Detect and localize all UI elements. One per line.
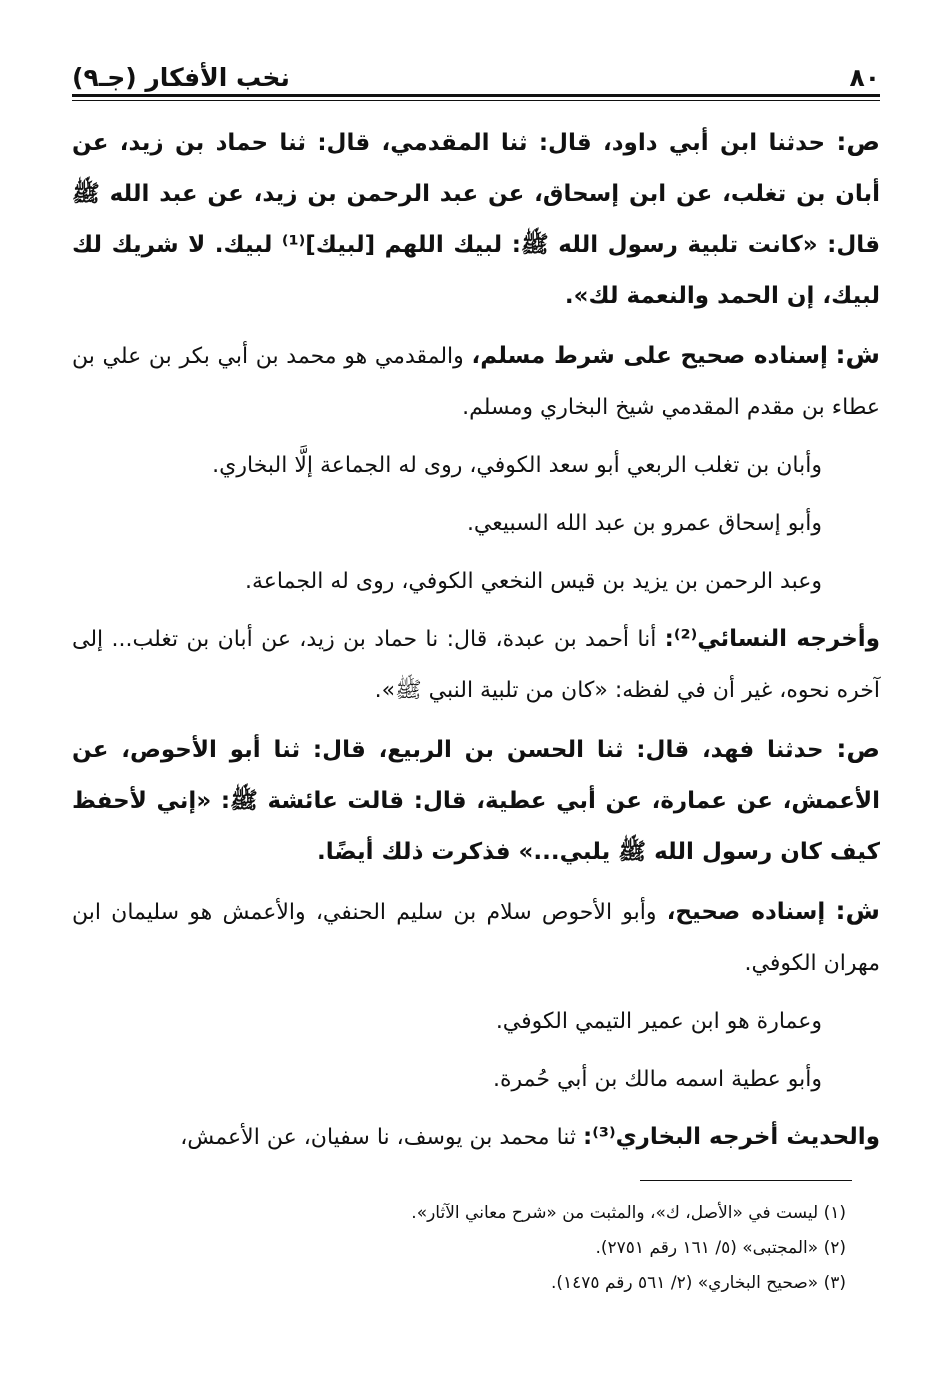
footnotes — [72, 1196, 846, 1301]
narrator-note-umara: وعمارة هو ابن عمير التيمي الكوفي. — [495, 1009, 822, 1034]
running-header — [72, 52, 880, 92]
narrator-note-abd-al-rahman: وعبد الرحمن بن يزيد بن قيس النخعي الكوفي، روى له الجماعة. — [245, 569, 822, 594]
footnote-separator — [640, 1180, 852, 1181]
paragraph-sad-1 — [72, 116, 880, 322]
main-text — [72, 116, 880, 1170]
paragraph-shin-2 — [72, 885, 880, 989]
paragraph-text: حدثنا فهد، قال: ثنا الحسن بن الربيع، قال: ثنا أبو الأحوص، عن الأعمش، عن عمارة، عن أبي عطية، قال: قالت عائشة ﷺ: «إني لأحفظ كيف كان رسول الله ﷺ يلبي...» فذكرت ذلك أيضًا. — [72, 737, 880, 865]
paragraph-marker: ش: — [835, 340, 880, 369]
narrator-note-aban: وأبان بن تغلب الربعي أبو سعد الكوفي، روى له الجماعة إلَّا البخاري. — [212, 453, 822, 478]
paragraph-marker: ش: — [835, 896, 881, 925]
paragraph-bukhari — [72, 1112, 880, 1163]
footnote-1: (١) ليست في «الأصل، ك»، والمثبت من «شرح معاني الآثار». — [411, 1203, 846, 1223]
paragraph-text: أنا أحمد بن عبدة، قال: نا حماد بن زيد، عن أبان بن تغلب... إلى آخره نحوه، غير أن في لفظه: «كان من تلبية النبي ﷺ». — [72, 627, 880, 703]
paragraph-lead: والحديث أخرجه البخاري⁽³⁾: — [583, 1124, 880, 1150]
narrator-note-abu-atiyya: وأبو عطية اسمه مالك بن أبي حُمرة. — [492, 1067, 822, 1092]
paragraph-sad-2 — [72, 723, 880, 878]
paragraph-lead: إسناده صحيح، — [666, 899, 826, 925]
paragraph-nasai — [72, 614, 880, 716]
paragraph-lead: إسناده صحيح على شرط مسلم، — [471, 343, 828, 369]
paragraph-lead: وأخرجه النسائي⁽²⁾: — [664, 626, 880, 652]
header-rule-thick — [72, 94, 880, 97]
paragraph-text: وأبو الأحوص سلام بن سليم الحنفي، والأعمش هو سليمان ابن مهران الكوفي. — [72, 900, 880, 976]
paragraph-marker: ص: — [836, 734, 880, 763]
header-rule-thin — [72, 100, 880, 101]
paragraph-text: والمقدمي هو محمد بن أبي بكر بن علي بن عطاء بن مقدم المقدمي شيخ البخاري ومسلم. — [72, 344, 880, 420]
paragraph-text: ثنا محمد بن يوسف، نا سفيان، عن الأعمش، — [180, 1125, 577, 1150]
paragraph-marker: ص: — [836, 127, 880, 156]
paragraph-text: حدثنا ابن أبي داود، قال: ثنا المقدمي، قال: ثنا حماد بن زيد، عن أبان بن تغلب، عن ابن إسحاق، عن عبد الرحمن بن زيد، عن عبد الله ﷺ قال: «كانت تلبية رسول الله ﷺ: لبيك اللهم [لبيك]⁽¹⁾ لبيك. لا شريك لك لبيك، إن الحمد والنعمة لك». — [72, 130, 880, 309]
footnote-3: (٣) «صحيح البخاري» (٢/ ٥٦١ رقم ١٤٧٥). — [550, 1273, 846, 1293]
footnote-2: (٢) «المجتبى» (٥/ ١٦١ رقم ٢٧٥١). — [595, 1238, 846, 1258]
running-title: نخب الأفكار (جـ٩) — [72, 63, 290, 92]
narrator-note-abu-ishaq: وأبو إسحاق عمرو بن عبد الله السبيعي. — [466, 511, 822, 536]
paragraph-shin-1 — [72, 329, 880, 433]
page-number: ٨٠ — [849, 63, 880, 92]
